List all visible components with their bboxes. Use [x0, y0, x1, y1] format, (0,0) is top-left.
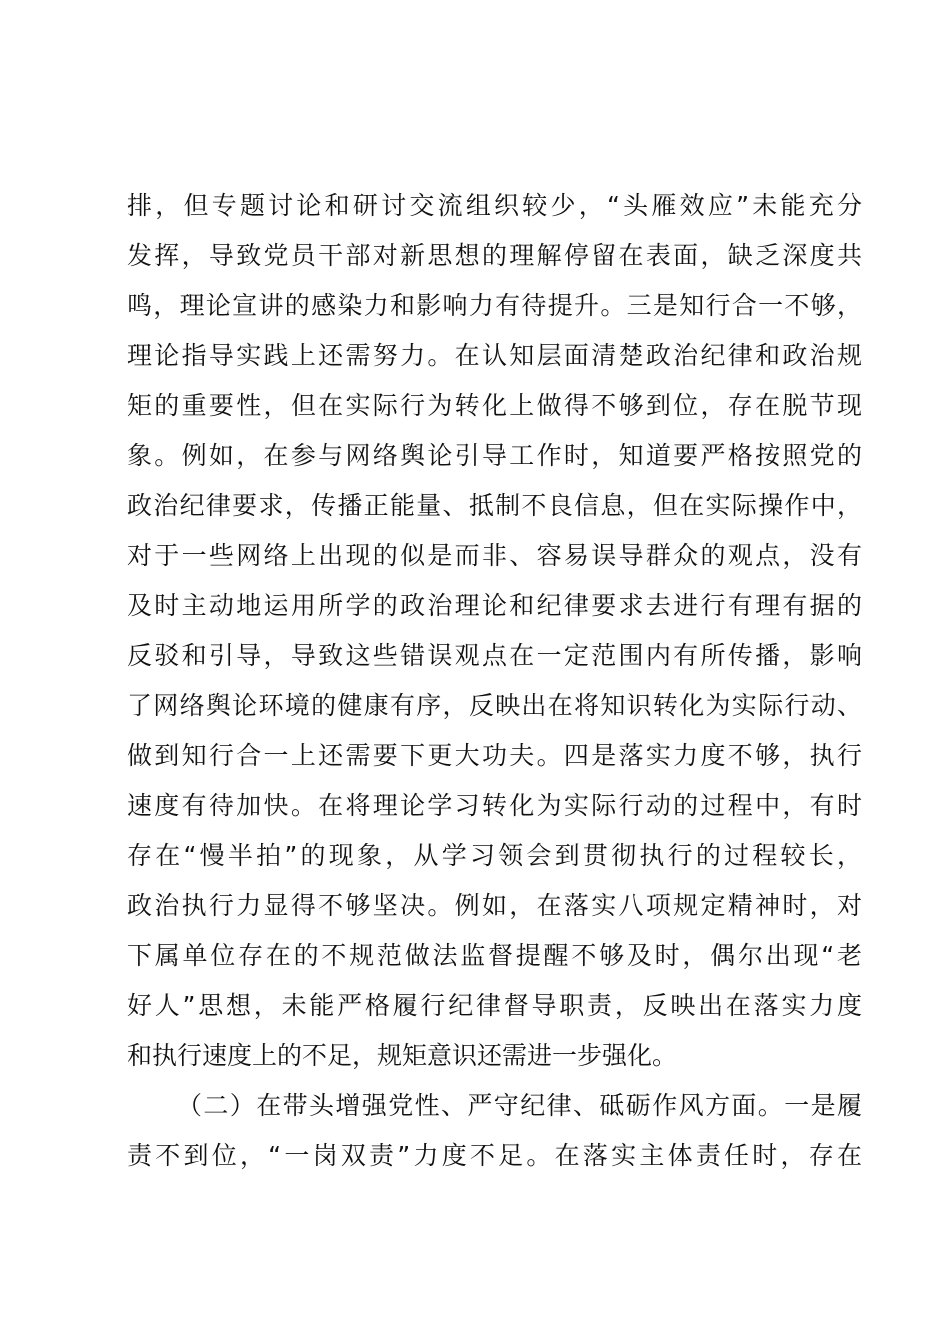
text-line: 对于一些网络上出现的似是而非、容易误导群众的观点，没有: [127, 541, 862, 570]
text-line: 了网络舆论环境的健康有序，反映出在将知识转化为实际行动、: [127, 691, 862, 720]
text-line: 象。例如，在参与网络舆论引导工作时，知道要严格按照党的: [127, 441, 862, 470]
text-line: 存在“慢半拍”的现象，从学习领会到贯彻执行的过程较长，: [127, 841, 862, 870]
text-line: 及时主动地运用所学的政治理论和纪律要求去进行有理有据的: [127, 591, 862, 620]
body-text: [127, 181, 862, 1181]
text-line: 好人”思想，未能严格履行纪律督导职责，反映出在落实力度: [127, 991, 862, 1020]
text-line: 做到知行合一上还需要下更大功夫。四是落实力度不够，执行: [127, 741, 862, 770]
text-line: 下属单位存在的不规范做法监督提醒不够及时，偶尔出现“老: [127, 941, 862, 970]
text-line: 和执行速度上的不足，规矩意识还需进一步强化。: [127, 1041, 678, 1070]
text-line: 政治纪律要求，传播正能量、抵制不良信息，但在实际操作中，: [127, 491, 862, 520]
section-heading-line: （二）在带头增强党性、严守纪律、砥砺作风方面。一是履: [177, 1091, 862, 1120]
text-line: 责不到位，“一岗双责”力度不足。在落实主体责任时，存在: [127, 1141, 862, 1170]
text-line: 理论指导实践上还需努力。在认知层面清楚政治纪律和政治规: [127, 341, 862, 370]
text-line: 矩的重要性，但在实际行为转化上做得不够到位，存在脱节现: [127, 391, 862, 420]
text-line: 反驳和引导，导致这些错误观点在一定范围内有所传播，影响: [127, 641, 862, 670]
text-line: 发挥，导致党员干部对新思想的理解停留在表面，缺乏深度共: [127, 241, 862, 270]
text-line: 排，但专题讨论和研讨交流组织较少，“头雁效应”未能充分: [127, 191, 862, 220]
text-line: 鸣，理论宣讲的感染力和影响力有待提升。三是知行合一不够，: [127, 291, 862, 320]
text-line: 政治执行力显得不够坚决。例如，在落实八项规定精神时，对: [127, 891, 862, 920]
text-line: 速度有待加快。在将理论学习转化为实际行动的过程中，有时: [127, 791, 862, 820]
